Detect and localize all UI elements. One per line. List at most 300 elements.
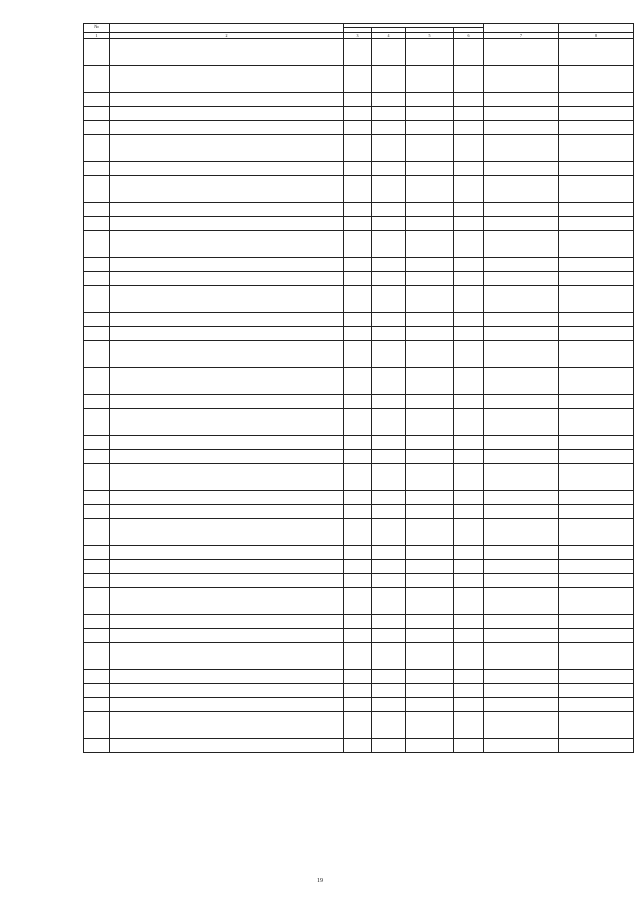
- row-description: [110, 697, 344, 711]
- row-section: [372, 614, 406, 628]
- row-expense-type: [454, 669, 484, 683]
- row-amount-2021: [484, 642, 559, 669]
- row-grbs: [344, 65, 372, 92]
- row-grbs: [344, 271, 372, 285]
- row-description: [110, 504, 344, 518]
- table-row: [84, 463, 634, 490]
- row-amount-2021: [484, 257, 559, 271]
- row-description: [110, 230, 344, 257]
- row-grbs: [344, 463, 372, 490]
- row-amount-2021: [484, 587, 559, 614]
- row-section: [372, 134, 406, 161]
- table-row: [84, 230, 634, 257]
- row-expense-type: [454, 449, 484, 463]
- row-amount-2021: [484, 312, 559, 326]
- row-expense-type: [454, 697, 484, 711]
- row-grbs: [344, 614, 372, 628]
- row-number-cell: [84, 504, 110, 518]
- row-target-article: [406, 545, 454, 559]
- row-target-article: [406, 697, 454, 711]
- row-target-article: [406, 504, 454, 518]
- row-expense-type: [454, 587, 484, 614]
- row-target-article: [406, 628, 454, 642]
- row-description: [110, 518, 344, 545]
- row-number-cell: [84, 683, 110, 697]
- row-number-cell: [84, 326, 110, 340]
- row-target-article: [406, 134, 454, 161]
- row-expense-type: [454, 614, 484, 628]
- row-amount-2021: [484, 38, 559, 65]
- row-expense-type: [454, 38, 484, 65]
- row-section: [372, 120, 406, 134]
- row-description: [110, 642, 344, 669]
- row-number-cell: [84, 449, 110, 463]
- row-description: [110, 285, 344, 312]
- row-expense-type: [454, 92, 484, 106]
- row-expense-type: [454, 175, 484, 202]
- row-expense-type: [454, 285, 484, 312]
- row-target-article: [406, 120, 454, 134]
- row-expense-type: [454, 518, 484, 545]
- row-grbs: [344, 573, 372, 587]
- row-description: [110, 711, 344, 738]
- row-amount-2022: [559, 312, 634, 326]
- table-row: [84, 669, 634, 683]
- table-row: [84, 271, 634, 285]
- row-grbs: [344, 326, 372, 340]
- column-number: 6: [454, 32, 484, 38]
- row-section: [372, 92, 406, 106]
- row-amount-2021: [484, 628, 559, 642]
- column-number: 5: [406, 32, 454, 38]
- row-target-article: [406, 340, 454, 367]
- row-target-article: [406, 106, 454, 120]
- row-amount-2021: [484, 449, 559, 463]
- row-amount-2021: [484, 559, 559, 573]
- row-target-article: [406, 38, 454, 65]
- table-row: [84, 490, 634, 504]
- row-amount-2021: [484, 738, 559, 752]
- row-amount-2022: [559, 435, 634, 449]
- row-grbs: [344, 642, 372, 669]
- row-description: [110, 202, 344, 216]
- row-grbs: [344, 216, 372, 230]
- row-amount-2021: [484, 504, 559, 518]
- table-row: [84, 134, 634, 161]
- row-section: [372, 669, 406, 683]
- row-amount-2022: [559, 285, 634, 312]
- row-target-article: [406, 326, 454, 340]
- row-grbs: [344, 628, 372, 642]
- table-row: [84, 614, 634, 628]
- row-number-cell: [84, 587, 110, 614]
- row-amount-2021: [484, 161, 559, 175]
- row-description: [110, 408, 344, 435]
- row-amount-2022: [559, 449, 634, 463]
- row-description: [110, 65, 344, 92]
- row-number-cell: [84, 106, 110, 120]
- row-expense-type: [454, 340, 484, 367]
- row-amount-2022: [559, 697, 634, 711]
- row-grbs: [344, 92, 372, 106]
- row-amount-2022: [559, 175, 634, 202]
- row-target-article: [406, 669, 454, 683]
- table-row: [84, 408, 634, 435]
- row-expense-type: [454, 161, 484, 175]
- row-expense-type: [454, 394, 484, 408]
- table-row: [84, 697, 634, 711]
- row-grbs: [344, 202, 372, 216]
- row-number-cell: [84, 216, 110, 230]
- row-number-cell: [84, 614, 110, 628]
- row-expense-type: [454, 312, 484, 326]
- table-row: [84, 738, 634, 752]
- row-section: [372, 504, 406, 518]
- row-description: [110, 614, 344, 628]
- table-row: [84, 326, 634, 340]
- row-section: [372, 312, 406, 326]
- row-grbs: [344, 683, 372, 697]
- table-row: [84, 120, 634, 134]
- row-grbs: [344, 175, 372, 202]
- table-row: [84, 628, 634, 642]
- row-description: [110, 312, 344, 326]
- row-target-article: [406, 573, 454, 587]
- row-expense-type: [454, 271, 484, 285]
- row-expense-type: [454, 120, 484, 134]
- row-description: [110, 559, 344, 573]
- table-row: [84, 92, 634, 106]
- row-section: [372, 340, 406, 367]
- table-row: [84, 504, 634, 518]
- row-amount-2022: [559, 106, 634, 120]
- row-expense-type: [454, 134, 484, 161]
- row-expense-type: [454, 202, 484, 216]
- row-expense-type: [454, 490, 484, 504]
- table-body: [84, 38, 634, 752]
- row-amount-2021: [484, 216, 559, 230]
- row-description: [110, 449, 344, 463]
- row-amount-2022: [559, 65, 634, 92]
- row-section: [372, 230, 406, 257]
- row-number-cell: [84, 573, 110, 587]
- row-grbs: [344, 504, 372, 518]
- row-amount-2021: [484, 394, 559, 408]
- row-number-cell: [84, 120, 110, 134]
- row-expense-type: [454, 216, 484, 230]
- row-description: [110, 394, 344, 408]
- row-amount-2021: [484, 435, 559, 449]
- table-row: [84, 642, 634, 669]
- row-section: [372, 65, 406, 92]
- row-section: [372, 449, 406, 463]
- header-name: [110, 24, 344, 33]
- row-expense-type: [454, 106, 484, 120]
- row-amount-2021: [484, 92, 559, 106]
- row-amount-2021: [484, 202, 559, 216]
- row-number-cell: [84, 92, 110, 106]
- row-number-cell: [84, 38, 110, 65]
- table-row: [84, 545, 634, 559]
- row-number-cell: [84, 642, 110, 669]
- row-section: [372, 326, 406, 340]
- row-expense-type: [454, 628, 484, 642]
- row-section: [372, 683, 406, 697]
- column-number: 7: [484, 32, 559, 38]
- row-grbs: [344, 394, 372, 408]
- row-target-article: [406, 271, 454, 285]
- row-number-cell: [84, 394, 110, 408]
- row-grbs: [344, 697, 372, 711]
- row-target-article: [406, 367, 454, 394]
- row-grbs: [344, 134, 372, 161]
- header-no: №: [84, 24, 110, 33]
- row-number-cell: [84, 490, 110, 504]
- row-target-article: [406, 683, 454, 697]
- row-target-article: [406, 614, 454, 628]
- row-number-cell: [84, 271, 110, 285]
- row-number-cell: [84, 408, 110, 435]
- row-description: [110, 367, 344, 394]
- row-amount-2022: [559, 490, 634, 504]
- row-number-cell: [84, 559, 110, 573]
- header-amount-2021: [484, 24, 559, 33]
- row-amount-2022: [559, 394, 634, 408]
- column-number: 1: [84, 32, 110, 38]
- row-amount-2022: [559, 628, 634, 642]
- row-section: [372, 285, 406, 312]
- table-row: [84, 285, 634, 312]
- row-number-cell: [84, 463, 110, 490]
- row-description: [110, 271, 344, 285]
- row-section: [372, 257, 406, 271]
- row-section: [372, 490, 406, 504]
- row-expense-type: [454, 367, 484, 394]
- row-amount-2022: [559, 202, 634, 216]
- row-target-article: [406, 175, 454, 202]
- row-section: [372, 202, 406, 216]
- row-amount-2022: [559, 518, 634, 545]
- row-amount-2022: [559, 614, 634, 628]
- row-grbs: [344, 106, 372, 120]
- row-amount-2021: [484, 518, 559, 545]
- row-amount-2021: [484, 175, 559, 202]
- table-row: [84, 711, 634, 738]
- row-amount-2022: [559, 271, 634, 285]
- row-amount-2021: [484, 65, 559, 92]
- column-number: 2: [110, 32, 344, 38]
- row-amount-2022: [559, 161, 634, 175]
- row-amount-2021: [484, 697, 559, 711]
- row-number-cell: [84, 202, 110, 216]
- row-number-cell: [84, 669, 110, 683]
- row-target-article: [406, 216, 454, 230]
- row-amount-2021: [484, 573, 559, 587]
- row-grbs: [344, 738, 372, 752]
- row-number-cell: [84, 175, 110, 202]
- row-amount-2022: [559, 587, 634, 614]
- row-grbs: [344, 367, 372, 394]
- row-amount-2022: [559, 408, 634, 435]
- row-grbs: [344, 257, 372, 271]
- row-section: [372, 367, 406, 394]
- row-description: [110, 683, 344, 697]
- row-section: [372, 106, 406, 120]
- row-grbs: [344, 38, 372, 65]
- row-section: [372, 408, 406, 435]
- table-row: [84, 573, 634, 587]
- row-grbs: [344, 435, 372, 449]
- row-section: [372, 435, 406, 449]
- row-amount-2022: [559, 216, 634, 230]
- row-expense-type: [454, 642, 484, 669]
- row-description: [110, 134, 344, 161]
- table-row: [84, 202, 634, 216]
- row-grbs: [344, 449, 372, 463]
- row-amount-2022: [559, 711, 634, 738]
- row-expense-type: [454, 463, 484, 490]
- row-expense-type: [454, 257, 484, 271]
- row-section: [372, 394, 406, 408]
- row-description: [110, 38, 344, 65]
- column-number: 3: [344, 32, 372, 38]
- row-grbs: [344, 559, 372, 573]
- row-amount-2022: [559, 669, 634, 683]
- row-amount-2021: [484, 285, 559, 312]
- row-number-cell: [84, 738, 110, 752]
- row-amount-2021: [484, 669, 559, 683]
- row-number-cell: [84, 134, 110, 161]
- row-target-article: [406, 92, 454, 106]
- row-target-article: [406, 202, 454, 216]
- row-expense-type: [454, 326, 484, 340]
- row-number-cell: [84, 545, 110, 559]
- row-section: [372, 38, 406, 65]
- row-description: [110, 340, 344, 367]
- row-description: [110, 106, 344, 120]
- row-amount-2022: [559, 367, 634, 394]
- table-row: [84, 340, 634, 367]
- row-amount-2022: [559, 340, 634, 367]
- row-target-article: [406, 449, 454, 463]
- row-target-article: [406, 394, 454, 408]
- row-amount-2022: [559, 573, 634, 587]
- row-description: [110, 669, 344, 683]
- row-amount-2021: [484, 120, 559, 134]
- row-description: [110, 175, 344, 202]
- row-target-article: [406, 490, 454, 504]
- row-expense-type: [454, 738, 484, 752]
- row-amount-2022: [559, 38, 634, 65]
- row-description: [110, 120, 344, 134]
- row-number-cell: [84, 161, 110, 175]
- row-description: [110, 490, 344, 504]
- row-section: [372, 175, 406, 202]
- table-header: [84, 24, 634, 39]
- row-number-cell: [84, 435, 110, 449]
- row-amount-2022: [559, 257, 634, 271]
- table-row: [84, 394, 634, 408]
- row-number-cell: [84, 697, 110, 711]
- row-target-article: [406, 738, 454, 752]
- row-amount-2022: [559, 134, 634, 161]
- row-amount-2021: [484, 711, 559, 738]
- row-amount-2022: [559, 642, 634, 669]
- row-number-cell: [84, 628, 110, 642]
- row-target-article: [406, 642, 454, 669]
- row-amount-2021: [484, 106, 559, 120]
- row-section: [372, 463, 406, 490]
- row-description: [110, 545, 344, 559]
- table-row: [84, 367, 634, 394]
- row-grbs: [344, 669, 372, 683]
- row-section: [372, 271, 406, 285]
- row-target-article: [406, 65, 454, 92]
- row-amount-2021: [484, 230, 559, 257]
- row-amount-2022: [559, 326, 634, 340]
- row-number-cell: [84, 65, 110, 92]
- table-row: [84, 106, 634, 120]
- table-row: [84, 161, 634, 175]
- row-amount-2021: [484, 614, 559, 628]
- row-description: [110, 92, 344, 106]
- row-amount-2021: [484, 271, 559, 285]
- row-grbs: [344, 285, 372, 312]
- row-section: [372, 216, 406, 230]
- row-amount-2022: [559, 120, 634, 134]
- table-row: [84, 559, 634, 573]
- row-amount-2022: [559, 504, 634, 518]
- row-amount-2022: [559, 545, 634, 559]
- row-expense-type: [454, 683, 484, 697]
- budget-table-sheet: [83, 23, 633, 753]
- row-section: [372, 738, 406, 752]
- row-section: [372, 711, 406, 738]
- row-number-cell: [84, 340, 110, 367]
- column-number: 8: [559, 32, 634, 38]
- row-grbs: [344, 711, 372, 738]
- row-description: [110, 628, 344, 642]
- row-target-article: [406, 230, 454, 257]
- header-amount-2022: [559, 24, 634, 33]
- row-target-article: [406, 587, 454, 614]
- row-section: [372, 161, 406, 175]
- row-description: [110, 587, 344, 614]
- row-target-article: [406, 559, 454, 573]
- table-row: [84, 449, 634, 463]
- row-description: [110, 738, 344, 752]
- budget-allocation-table: [83, 23, 634, 753]
- table-row: [84, 683, 634, 697]
- row-amount-2021: [484, 408, 559, 435]
- table-row: [84, 175, 634, 202]
- row-section: [372, 518, 406, 545]
- row-grbs: [344, 587, 372, 614]
- row-amount-2021: [484, 326, 559, 340]
- row-amount-2021: [484, 545, 559, 559]
- row-expense-type: [454, 230, 484, 257]
- row-description: [110, 573, 344, 587]
- row-amount-2022: [559, 92, 634, 106]
- row-amount-2021: [484, 367, 559, 394]
- page-number: 19: [317, 878, 323, 884]
- row-number-cell: [84, 257, 110, 271]
- row-expense-type: [454, 711, 484, 738]
- table-row: [84, 216, 634, 230]
- row-section: [372, 642, 406, 669]
- table-row: [84, 65, 634, 92]
- row-target-article: [406, 161, 454, 175]
